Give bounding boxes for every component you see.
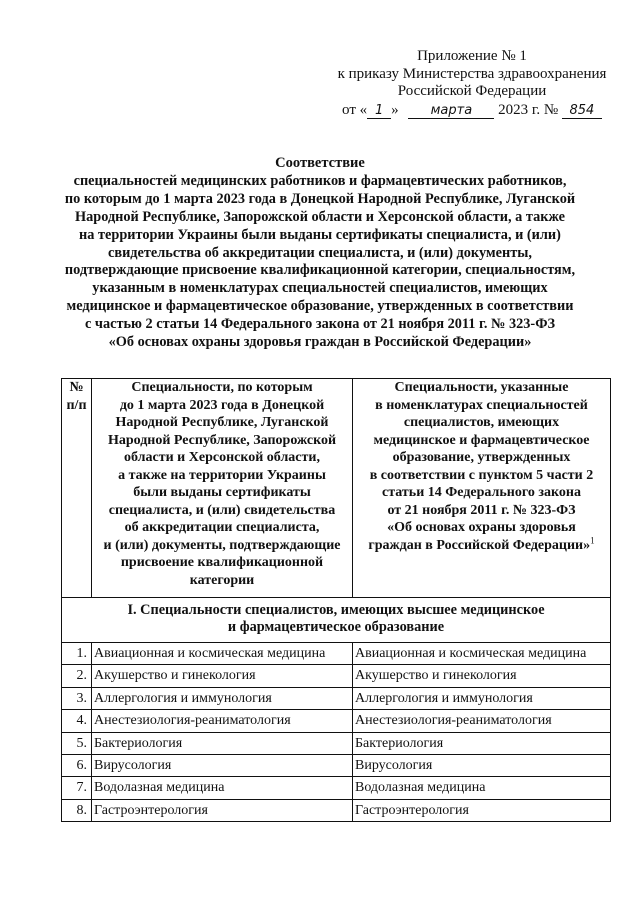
title-line: медицинское и фармацевтическое образование, утвержденных в соответствии xyxy=(66,298,574,315)
row-number: 3. xyxy=(62,687,92,709)
title-line: специальностей медицинских работников и фармацевтических работников, xyxy=(73,172,567,189)
row-number: 4. xyxy=(62,710,92,732)
appendix-line-3: Российской Федерации xyxy=(397,83,547,99)
title-line: свидетельства об аккредитации специалиста, и (или) документы, xyxy=(108,244,532,261)
new-specialty: Бактериология xyxy=(353,732,611,754)
handwritten-day: 1 xyxy=(367,104,391,119)
title-line: с частью 2 статьи 14 Федерального закона от 21 ноября 2011 г. № 323-ФЗ xyxy=(84,316,556,333)
table-row xyxy=(62,687,611,709)
title-line: на территории Украины были выданы сертификаты специалиста, и (или) xyxy=(79,226,561,243)
old-specialty: Бактериология xyxy=(92,732,353,754)
new-specialty: Гастроэнтерология xyxy=(353,799,611,821)
table-row xyxy=(62,777,611,799)
new-specialty: Аллергология и иммунология xyxy=(353,687,611,709)
new-specialty: Акушерство и гинекология xyxy=(353,665,611,687)
specialties-table xyxy=(61,378,611,822)
row-number: 2. xyxy=(62,665,92,687)
row-number: 1. xyxy=(62,643,92,665)
row-number: 8. xyxy=(62,799,92,821)
section-row xyxy=(62,598,611,643)
title-line: «Об основах охраны здоровья граждан в Российской Федерации» xyxy=(108,334,532,351)
date-prefix: от « xyxy=(342,101,368,118)
title-line: по которым до 1 марта 2023 года в Донецкой Народной Республике, Луганской xyxy=(64,190,576,207)
section-heading: I. Специальности специалистов, имеющих высшее медицинское и фармацевтическое образование xyxy=(62,598,611,643)
old-specialty: Анестезиология-реаниматология xyxy=(92,710,353,732)
order-date-line xyxy=(332,102,612,120)
title-heading: Соответствие xyxy=(275,155,365,171)
handwritten-month: марта xyxy=(408,104,494,119)
table-row xyxy=(62,665,611,687)
row-number: 5. xyxy=(62,732,92,754)
appendix-block xyxy=(332,48,612,119)
header-new-specialties: Специальности, указанные в номенклатурах специальностей специалистов, имеющих медицинское и фармацевтическое образование, утвержденных в соответствии с пунктом 5 части 2 статьи 14 Федерального закона от 21 ноября 2011 г. № 323-ФЗ «Об основах охраны здоровья граждан в Российской Федерации»$^1$ xyxy=(353,379,611,598)
appendix-line-2: к приказу Министерства здравоохранения xyxy=(337,65,607,82)
old-specialty: Вирусология xyxy=(92,754,353,776)
new-specialty: Водолазная медицина xyxy=(353,777,611,799)
table-header-row xyxy=(62,379,611,598)
header-old-specialties: Специальности, по которым до 1 марта 2023 года в Донецкой Народной Республике, Луганской Народной Республике, Запорожской области и Херсонской области, а также на территории Украины были выданы сертификаты специалиста, и (или) свидетельства об аккредитации специалиста, и (или) документы, подтверждающие присвоение квалификационной категории xyxy=(92,379,353,598)
new-specialty: Вирусология xyxy=(353,754,611,776)
new-specialty: Анестезиология-реаниматология xyxy=(353,710,611,732)
row-number: 7. xyxy=(62,777,92,799)
table-row xyxy=(62,754,611,776)
table-row xyxy=(62,643,611,665)
footnote-marker: 1 xyxy=(590,534,595,545)
title-line: указанным в номенклатурах специальностей специалистов, имеющих xyxy=(92,280,548,297)
table-row xyxy=(62,799,611,821)
table-row xyxy=(62,710,611,732)
new-specialty: Авиационная и космическая медицина xyxy=(353,643,611,665)
date-year: 2023 г. № xyxy=(498,101,559,118)
date-mid: » xyxy=(391,101,399,118)
handwritten-order-number: 854 xyxy=(562,104,602,119)
old-specialty: Гастроэнтерология xyxy=(92,799,353,821)
document-title xyxy=(46,155,594,352)
old-specialty: Акушерство и гинекология xyxy=(92,665,353,687)
table-row xyxy=(62,732,611,754)
old-specialty: Аллергология и иммунология xyxy=(92,687,353,709)
row-number: 6. xyxy=(62,754,92,776)
old-specialty: Водолазная медицина xyxy=(92,777,353,799)
header-number: № п/п xyxy=(62,379,92,598)
title-line: Народной Республике, Запорожской области и Херсонской области, а также xyxy=(74,208,566,225)
title-line: подтверждающие присвоение квалификационной категории, специальностям, xyxy=(64,262,576,279)
old-specialty: Авиационная и космическая медицина xyxy=(92,643,353,665)
appendix-line-1: Приложение № 1 xyxy=(417,48,527,64)
